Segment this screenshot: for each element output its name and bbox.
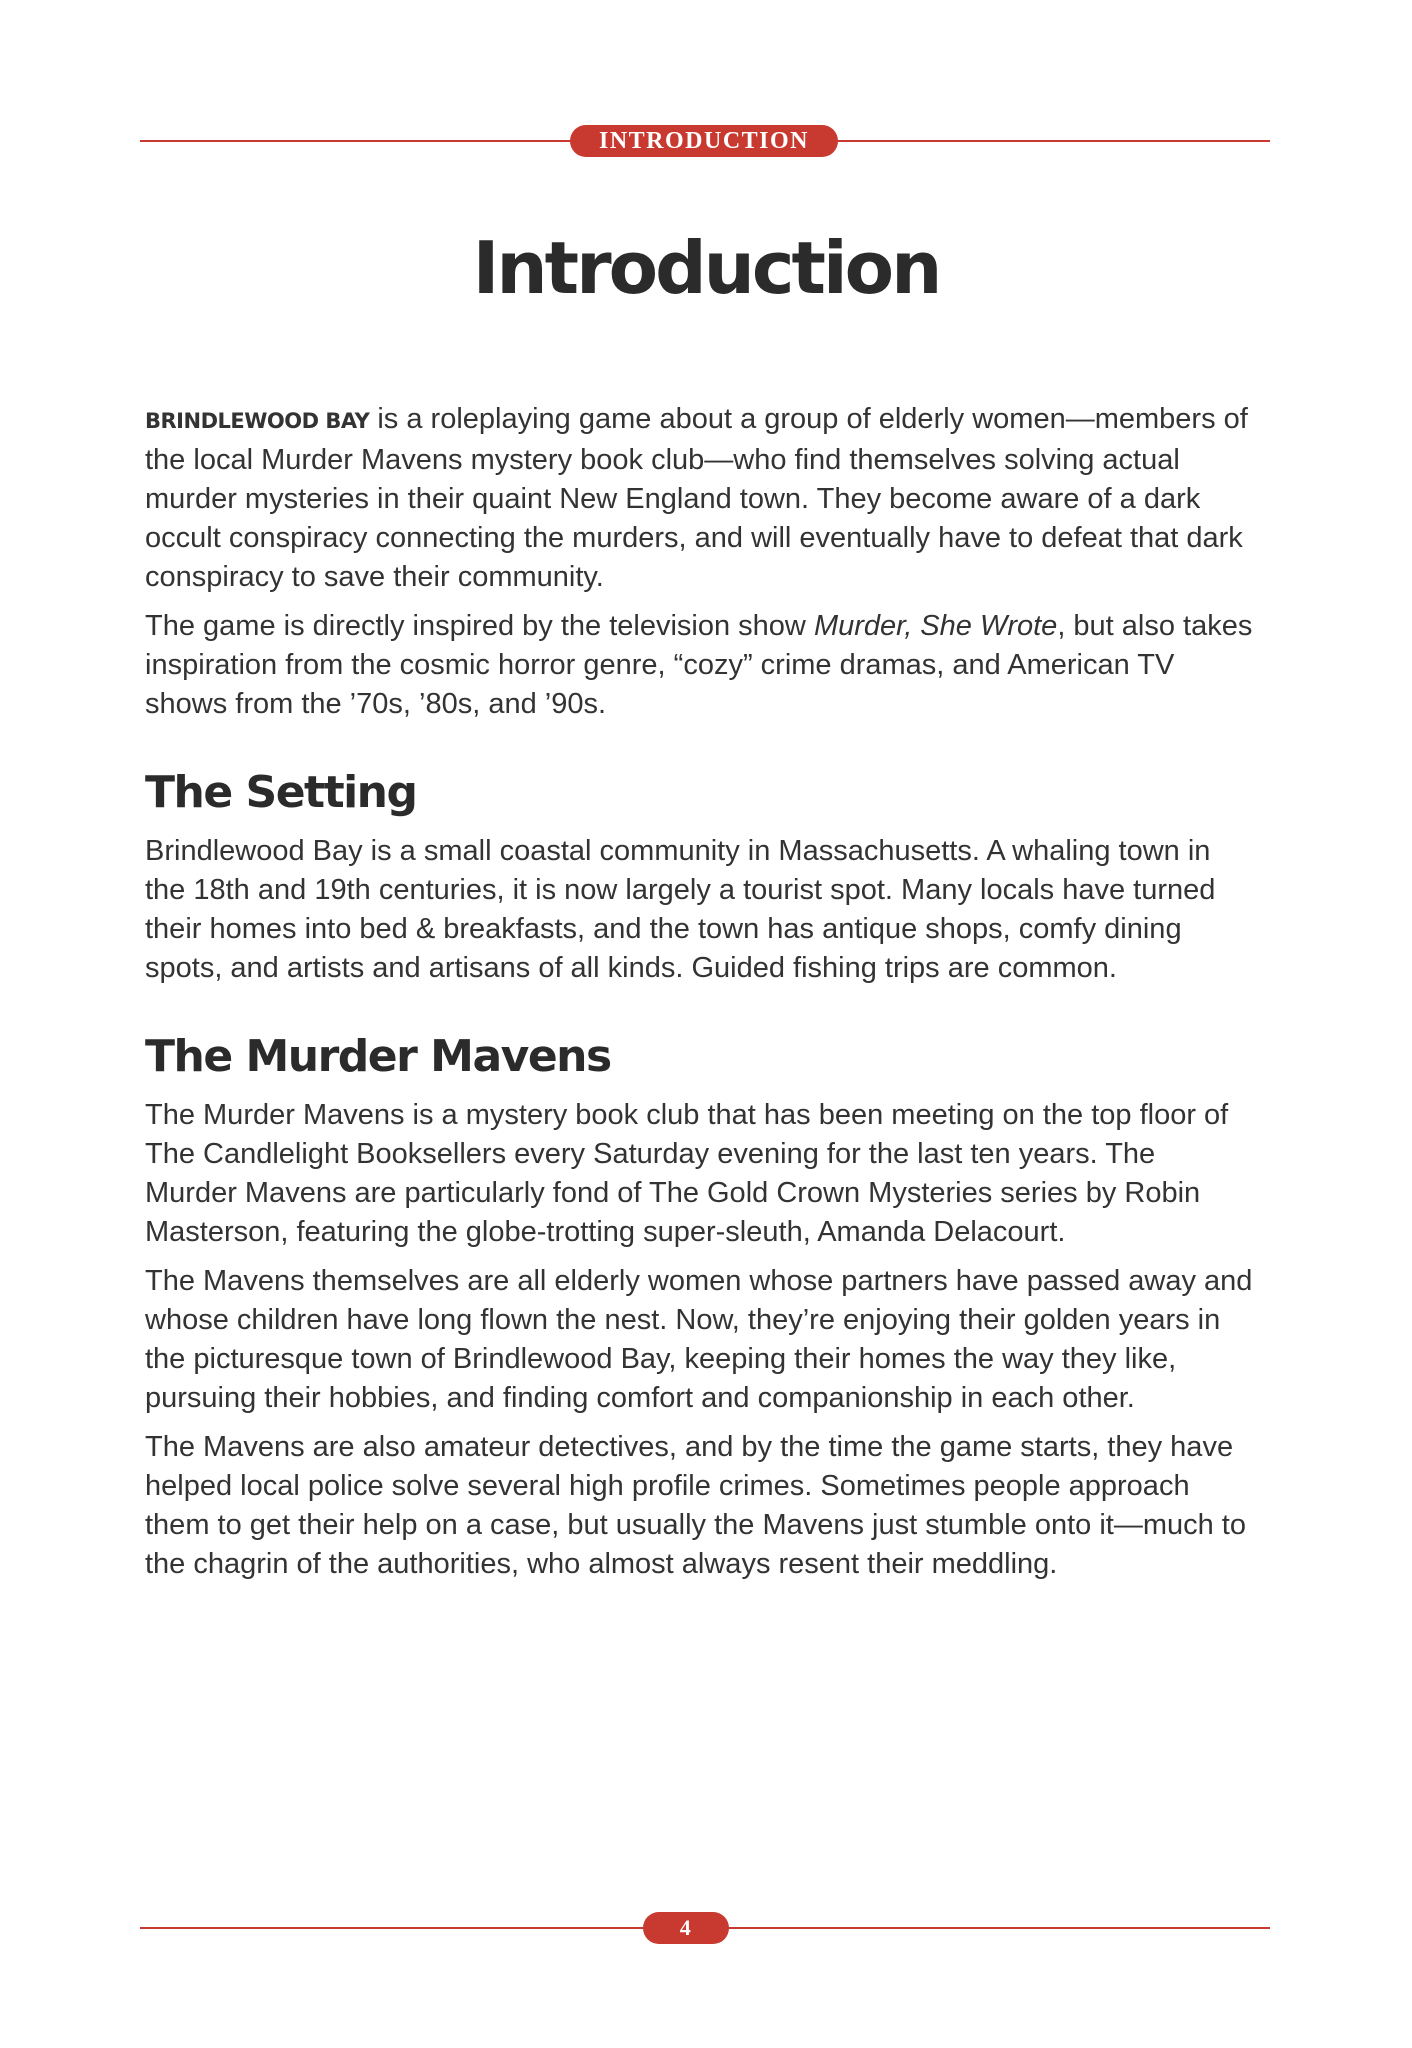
mavens-paragraph-1: The Murder Mavens is a mystery book club that has been meeting on the top floor of The Candlelight Booksellers every Saturday evening for the last ten years. The Murder Mavens are particularly fond of The Gold Crown Mysteries series by Robin Masterson, featuring the globe-trotting super-sleuth, Amanda Delacourt. — [145, 1099, 1229, 1248]
intro-paragraph-1-text: is a roleplaying game about a group of elderly women—members of the local Murder Mavens mystery book club—who find themselves solving actual murder mysteries in their quaint New England town. They become aware of a dark occult conspiracy connecting the murders, and will eventually have to defeat that dark conspiracy to save their community. — [145, 403, 1248, 593]
game-name: BRINDLEWOOD BAY — [145, 409, 370, 433]
intro-paragraph-2-text-b: , but also takes inspiration from the cosmic horror genre, “cozy” crime dramas, and American TV shows from the ’70s, ’80s, and ’90s. — [145, 610, 1253, 720]
section-label: INTRODUCTION — [570, 125, 838, 157]
footer-rule — [140, 1908, 1270, 1948]
page-title: Introduction — [472, 226, 940, 310]
setting-paragraph-1: Brindlewood Bay is a small coastal community in Massachusetts. A whaling town in the 18th and 19th centuries, it is now largely a tourist spot. Many locals have turned their homes into bed & breakfasts, and the town has antique shops, comfy dining spots, and artists and artisans of all kinds. Guided fishing trips are common. — [145, 835, 1216, 984]
intro-paragraph-2 — [145, 607, 1255, 724]
mavens-paragraph-2: The Mavens themselves are all elderly women whose partners have passed away and whose children have long flown the nest. Now, they’re enjoying their golden years in the picturesque town of Brindlewood Bay, keeping their homes the way they like, pursuing their hobbies, and finding comfort and companionship in each other. — [145, 1265, 1253, 1414]
intro-paragraph-2-text-a: The game is directly inspired by the television show — [145, 610, 814, 642]
setting-heading: The Setting — [145, 767, 417, 818]
header-rule — [140, 121, 1270, 161]
body-content — [145, 400, 1255, 1594]
intro-paragraph-1 — [145, 400, 1255, 597]
mavens-paragraph-3: The Mavens are also amateur detectives, and by the time the game starts, they have helped local police solve several high profile crimes. Sometimes people approach them to get their help on a case, but usually the Mavens just stumble onto it—much to the chagrin of the authorities, who almost always resent their meddling. — [145, 1431, 1246, 1580]
mavens-heading: The Murder Mavens — [145, 1031, 611, 1082]
page-number: 4 — [643, 1912, 729, 1944]
show-title: Murder, She Wrote — [813, 610, 1058, 642]
